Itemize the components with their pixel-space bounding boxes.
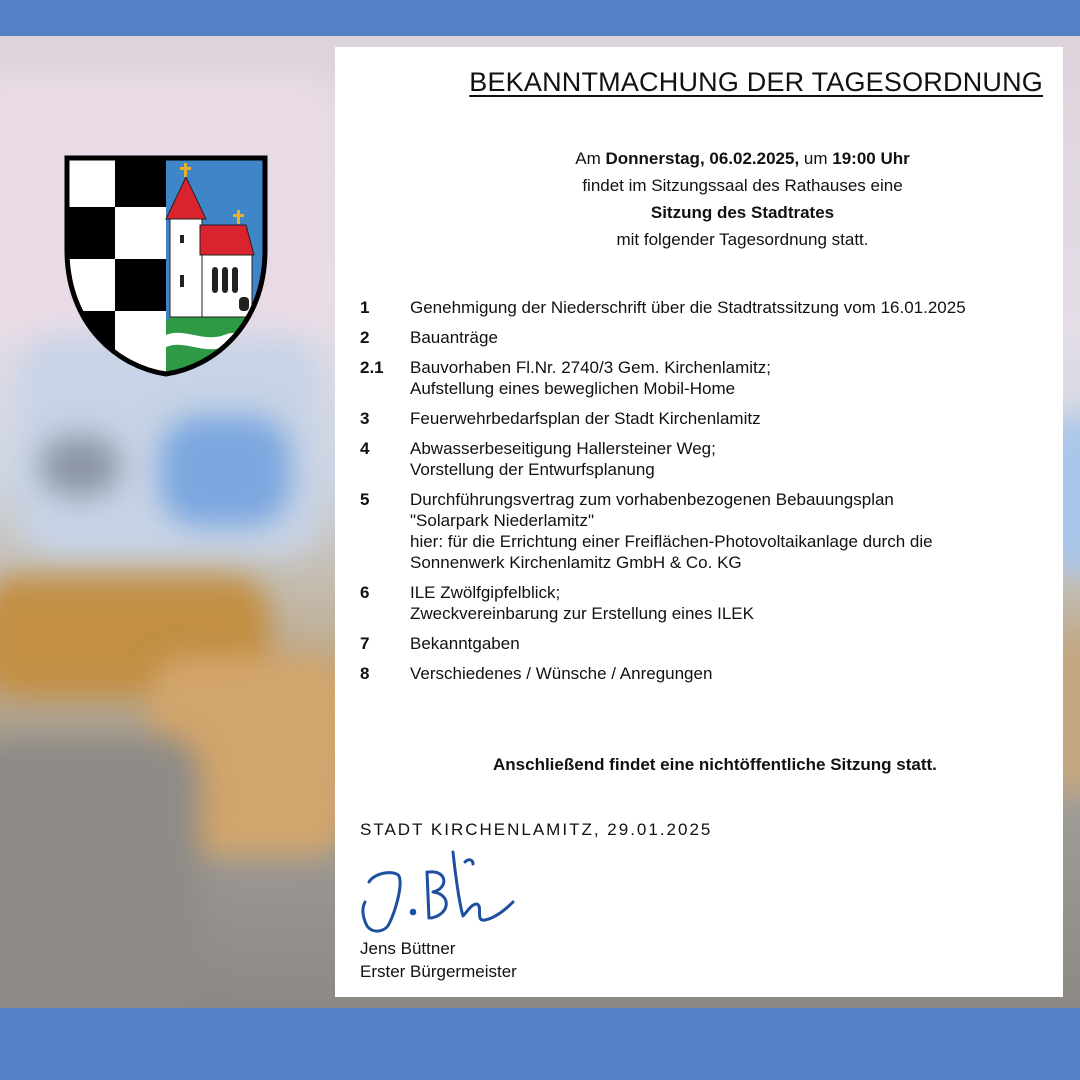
agenda-item-number: 2 (360, 328, 370, 347)
agenda-item-text (410, 357, 1060, 399)
agenda-item-line: Feuerwehrbedarfsplan der Stadt Kirchenlamitz (410, 409, 761, 428)
agenda-item-text (410, 297, 1060, 318)
agenda-item-text (410, 489, 1060, 573)
agenda-item-text (410, 408, 1060, 429)
agenda-item (360, 438, 1060, 480)
intro-line-1 (480, 145, 1005, 172)
agenda-item-line: Vorstellung der Entwurfsplanung (410, 460, 655, 479)
agenda-item-line: Bauanträge (410, 328, 498, 347)
top-band (0, 0, 1080, 36)
agenda-item (360, 408, 1060, 429)
meeting-time: 19:00 Uhr (832, 149, 910, 168)
signer-block (360, 937, 517, 983)
agenda-item-number: 5 (360, 490, 370, 509)
intro-line-2: findet im Sitzungssaal des Rathauses eine (582, 176, 903, 195)
agenda-item-line: "Solarpark Niederlamitz" (410, 511, 595, 530)
agenda-item (360, 357, 1060, 399)
agenda-item (360, 327, 1060, 348)
agenda-item-line: Zweckvereinbarung zur Erstellung eines ILEK (410, 604, 754, 623)
agenda-item-line: Genehmigung der Niederschrift über die Stadtratssitzung vom 16.01.2025 (410, 298, 966, 317)
agenda-item-text (410, 438, 1060, 480)
agenda-item-line: hier: für die Errichtung einer Freiflächen-Photovoltaikanlage durch die (410, 532, 933, 551)
meeting-date: Donnerstag, 06.02.2025, (605, 149, 800, 168)
agenda-item (360, 633, 1060, 654)
agenda-item-text (410, 633, 1060, 654)
agenda-item-text (410, 327, 1060, 348)
city-date: STADT KIRCHENLAMITZ, 29.01.2025 (360, 820, 713, 839)
intro-mid: um (799, 149, 833, 168)
agenda-item-line: Verschiedenes / Wünsche / Anregungen (410, 664, 713, 683)
agenda-item-line: ILE Zwölfgipfelblick; (410, 583, 561, 602)
signer-name: Jens Büttner (360, 939, 456, 958)
agenda-item-line: Aufstellung eines beweglichen Mobil-Home (410, 379, 736, 398)
signer-role: Erster Bürgermeister (360, 962, 517, 981)
agenda-item (360, 489, 1060, 573)
agenda-item-number: 7 (360, 634, 370, 653)
notice-title: BEKANNTMACHUNG DER TAGESORDNUNG (469, 67, 1043, 97)
meeting-intro (480, 145, 1005, 253)
intro-line-4: mit folgender Tagesordnung statt. (616, 230, 869, 249)
agenda-item-text (410, 663, 1060, 684)
closing-note: Anschließend findet eine nichtöffentliche Sitzung statt. (493, 755, 937, 774)
agenda-item-line: Abwasserbeseitigung Hallersteiner Weg; (410, 439, 716, 458)
agenda-item (360, 663, 1060, 684)
intro-prefix: Am (575, 149, 606, 168)
agenda-item-number: 3 (360, 409, 370, 428)
agenda-item-number: 1 (360, 298, 370, 317)
agenda-item-line: Sonnenwerk Kirchenlamitz GmbH & Co. KG (410, 553, 742, 572)
meeting-name: Sitzung des Stadtrates (650, 203, 835, 222)
agenda-item-text (410, 582, 1060, 624)
notice-card (335, 47, 1063, 997)
agenda-item-number: 4 (360, 439, 370, 458)
agenda-list (360, 297, 1060, 693)
agenda-item (360, 297, 1060, 318)
coat-of-arms-emblem (64, 155, 268, 377)
agenda-item-number: 2.1 (360, 358, 384, 377)
agenda-item-line: Bekanntgaben (410, 634, 520, 653)
agenda-item (360, 582, 1060, 624)
agenda-item-line: Bauvorhaben Fl.Nr. 2740/3 Gem. Kirchenlamitz; (410, 358, 771, 377)
bottom-band (0, 1008, 1080, 1080)
agenda-item-number: 8 (360, 664, 370, 683)
agenda-item-number: 6 (360, 583, 370, 602)
handwritten-signature (355, 842, 515, 942)
agenda-item-line: Durchführungsvertrag zum vorhabenbezogenen Bebauungsplan (410, 490, 894, 509)
